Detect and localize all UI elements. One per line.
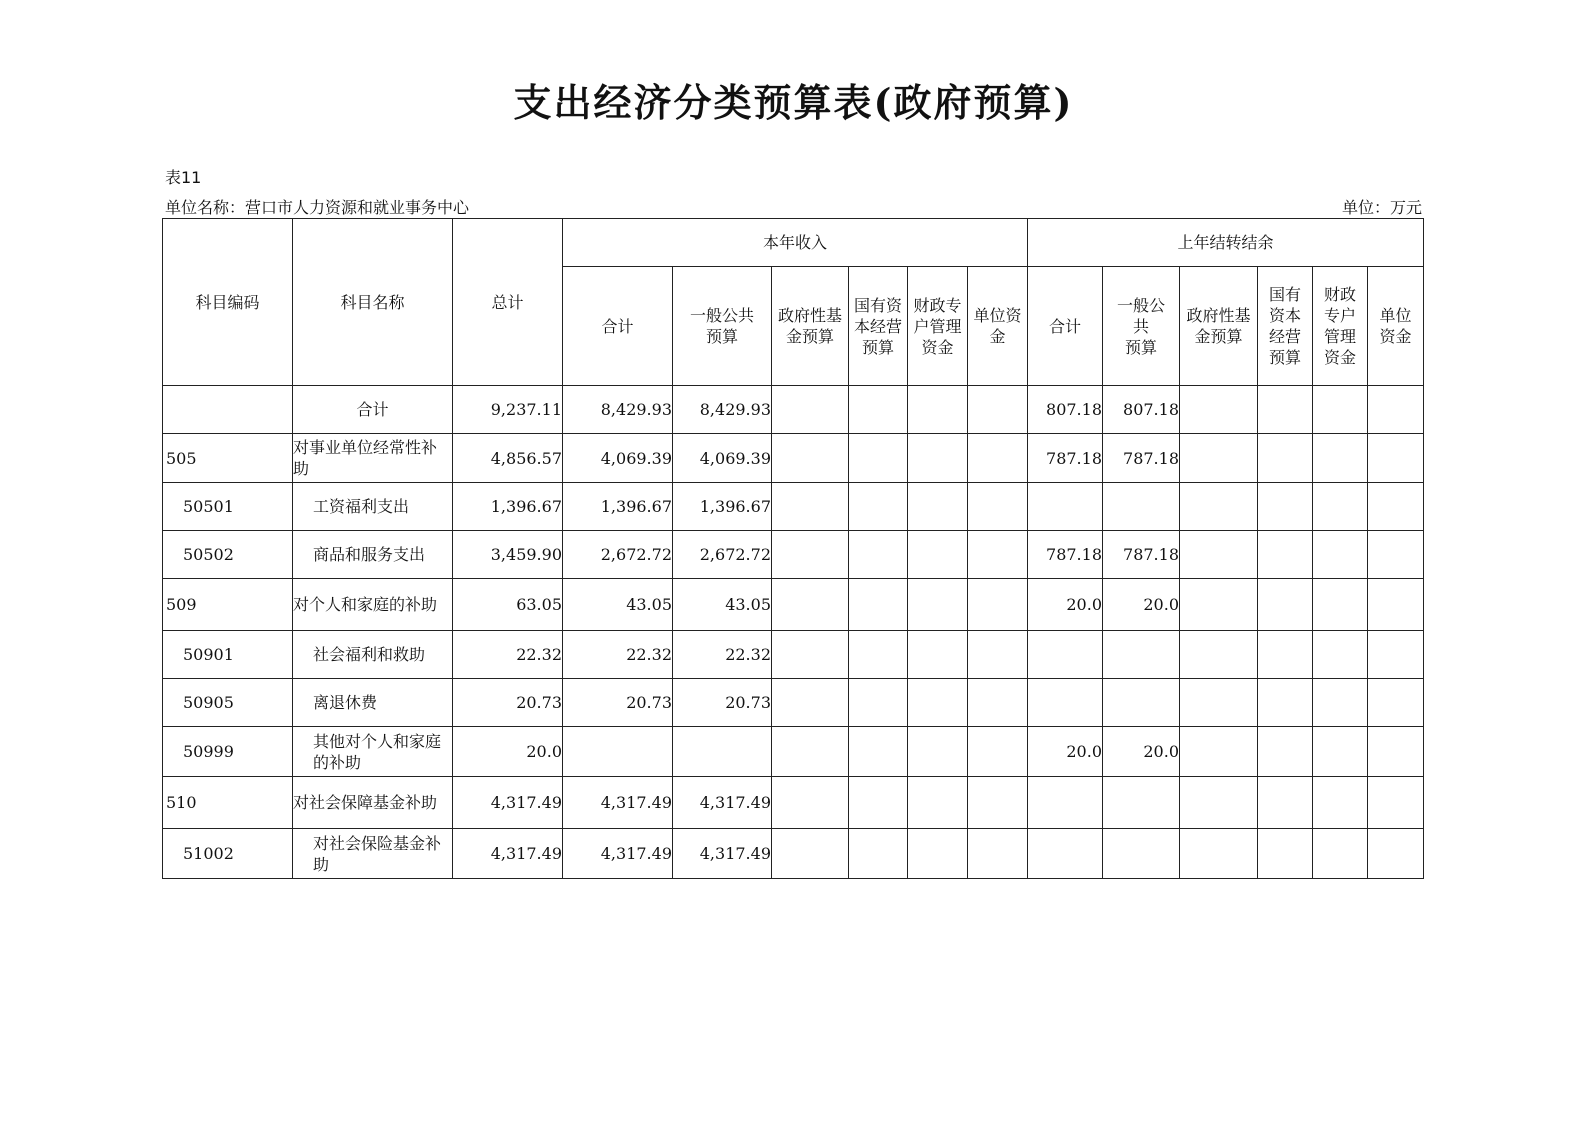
row-cy-general: 8,429.93 xyxy=(673,386,772,434)
row-cy-total: 22.32 xyxy=(563,631,673,679)
row-total: 9,237.11 xyxy=(453,386,563,434)
row-cy-general: 22.32 xyxy=(673,631,772,679)
row-co-general xyxy=(1103,829,1180,879)
budget-table xyxy=(162,218,1424,879)
row-cy-general xyxy=(673,727,772,777)
row-cy-general: 4,317.49 xyxy=(673,829,772,879)
table-row xyxy=(163,434,1424,483)
table-row xyxy=(163,579,1424,631)
row-co-general xyxy=(1103,483,1180,531)
row-total: 20.73 xyxy=(453,679,563,727)
row-total: 3,459.90 xyxy=(453,531,563,579)
header-co-gov-fund: 政府性基 金预算 xyxy=(1180,267,1258,386)
row-total: 1,396.67 xyxy=(453,483,563,531)
table-row xyxy=(163,386,1424,434)
row-total: 4,856.57 xyxy=(453,434,563,483)
table-row xyxy=(163,777,1424,829)
row-code: 50905 xyxy=(163,679,293,727)
table-row xyxy=(163,727,1424,777)
row-cy-total xyxy=(563,727,673,777)
header-cy-state-capital: 国有资 本经营 预算 xyxy=(849,267,908,386)
row-code: 509 xyxy=(163,579,293,631)
row-total: 22.32 xyxy=(453,631,563,679)
row-code: 51002 xyxy=(163,829,293,879)
row-co-total: 20.0 xyxy=(1028,727,1103,777)
unit-name: 单位名称：营口市人力资源和就业事务中心 xyxy=(165,198,470,217)
header-co-total: 合计 xyxy=(1028,267,1103,386)
row-total: 63.05 xyxy=(453,579,563,631)
currency-unit: 单位：万元 xyxy=(1341,198,1422,217)
table-row xyxy=(163,631,1424,679)
row-co-total: 807.18 xyxy=(1028,386,1103,434)
row-name: 离退休费 xyxy=(293,679,453,727)
row-total: 4,317.49 xyxy=(453,829,563,879)
header-cy-unit-funds: 单位资 金 xyxy=(968,267,1028,386)
row-name: 合计 xyxy=(293,386,453,434)
row-code: 50502 xyxy=(163,531,293,579)
header-total: 总计 xyxy=(453,219,563,386)
row-co-total xyxy=(1028,679,1103,727)
row-co-general: 20.0 xyxy=(1103,579,1180,631)
row-co-total xyxy=(1028,483,1103,531)
row-cy-general: 2,672.72 xyxy=(673,531,772,579)
row-co-general xyxy=(1103,777,1180,829)
header-name: 科目名称 xyxy=(293,219,453,386)
row-co-total: 787.18 xyxy=(1028,434,1103,483)
row-cy-total: 1,396.67 xyxy=(563,483,673,531)
row-code xyxy=(163,386,293,434)
row-code: 510 xyxy=(163,777,293,829)
row-name: 商品和服务支出 xyxy=(293,531,453,579)
table-number: 表11 xyxy=(165,168,202,187)
row-cy-general: 4,069.39 xyxy=(673,434,772,483)
row-co-general xyxy=(1103,679,1180,727)
row-code: 50501 xyxy=(163,483,293,531)
header-carryover: 上年结转结余 xyxy=(1028,219,1424,267)
header-co-state-capital: 国有 资本 经营 预算 xyxy=(1258,267,1313,386)
row-total: 4,317.49 xyxy=(453,777,563,829)
row-co-total: 20.0 xyxy=(1028,579,1103,631)
table-row xyxy=(163,531,1424,579)
row-cy-total: 2,672.72 xyxy=(563,531,673,579)
row-name: 工资福利支出 xyxy=(293,483,453,531)
row-code: 50901 xyxy=(163,631,293,679)
row-cy-general: 20.73 xyxy=(673,679,772,727)
row-co-general: 787.18 xyxy=(1103,434,1180,483)
header-cy-fiscal-special: 财政专 户管理 资金 xyxy=(908,267,968,386)
row-cy-total: 20.73 xyxy=(563,679,673,727)
table-row xyxy=(163,679,1424,727)
row-co-total: 787.18 xyxy=(1028,531,1103,579)
header-cy-gov-fund: 政府性基 金预算 xyxy=(772,267,849,386)
header-co-fiscal-special: 财政 专户 管理 资金 xyxy=(1313,267,1368,386)
row-co-total xyxy=(1028,829,1103,879)
row-name: 其他对个人和家庭的补助 xyxy=(293,727,453,777)
row-name: 对社会保障基金补助 xyxy=(293,777,453,829)
table-row xyxy=(163,483,1424,531)
row-name: 社会福利和救助 xyxy=(293,631,453,679)
header-current-year: 本年收入 xyxy=(563,219,1028,267)
row-co-total xyxy=(1028,631,1103,679)
row-name: 对社会保险基金补助 xyxy=(293,829,453,879)
row-co-general xyxy=(1103,631,1180,679)
row-cy-total: 4,317.49 xyxy=(563,777,673,829)
header-co-unit-funds: 单位 资金 xyxy=(1368,267,1424,386)
header-cy-total: 合计 xyxy=(563,267,673,386)
row-cy-general: 4,317.49 xyxy=(673,777,772,829)
page-title: 支出经济分类预算表(政府预算) xyxy=(513,80,1074,125)
row-co-general: 20.0 xyxy=(1103,727,1180,777)
header-code: 科目编码 xyxy=(163,219,293,386)
row-co-total xyxy=(1028,777,1103,829)
header-cy-general: 一般公共 预算 xyxy=(673,267,772,386)
row-code: 505 xyxy=(163,434,293,483)
row-total: 20.0 xyxy=(453,727,563,777)
table-row xyxy=(163,829,1424,879)
row-cy-general: 43.05 xyxy=(673,579,772,631)
header-co-general: 一般公 共 预算 xyxy=(1103,267,1180,386)
row-cy-total: 4,069.39 xyxy=(563,434,673,483)
row-co-general: 787.18 xyxy=(1103,531,1180,579)
row-cy-total: 8,429.93 xyxy=(563,386,673,434)
header-row-1 xyxy=(163,219,1424,267)
row-cy-total: 4,317.49 xyxy=(563,829,673,879)
row-cy-general: 1,396.67 xyxy=(673,483,772,531)
row-code: 50999 xyxy=(163,727,293,777)
row-co-general: 807.18 xyxy=(1103,386,1180,434)
row-cy-total: 43.05 xyxy=(563,579,673,631)
row-name: 对事业单位经常性补助 xyxy=(293,434,453,483)
row-name: 对个人和家庭的补助 xyxy=(293,579,453,631)
